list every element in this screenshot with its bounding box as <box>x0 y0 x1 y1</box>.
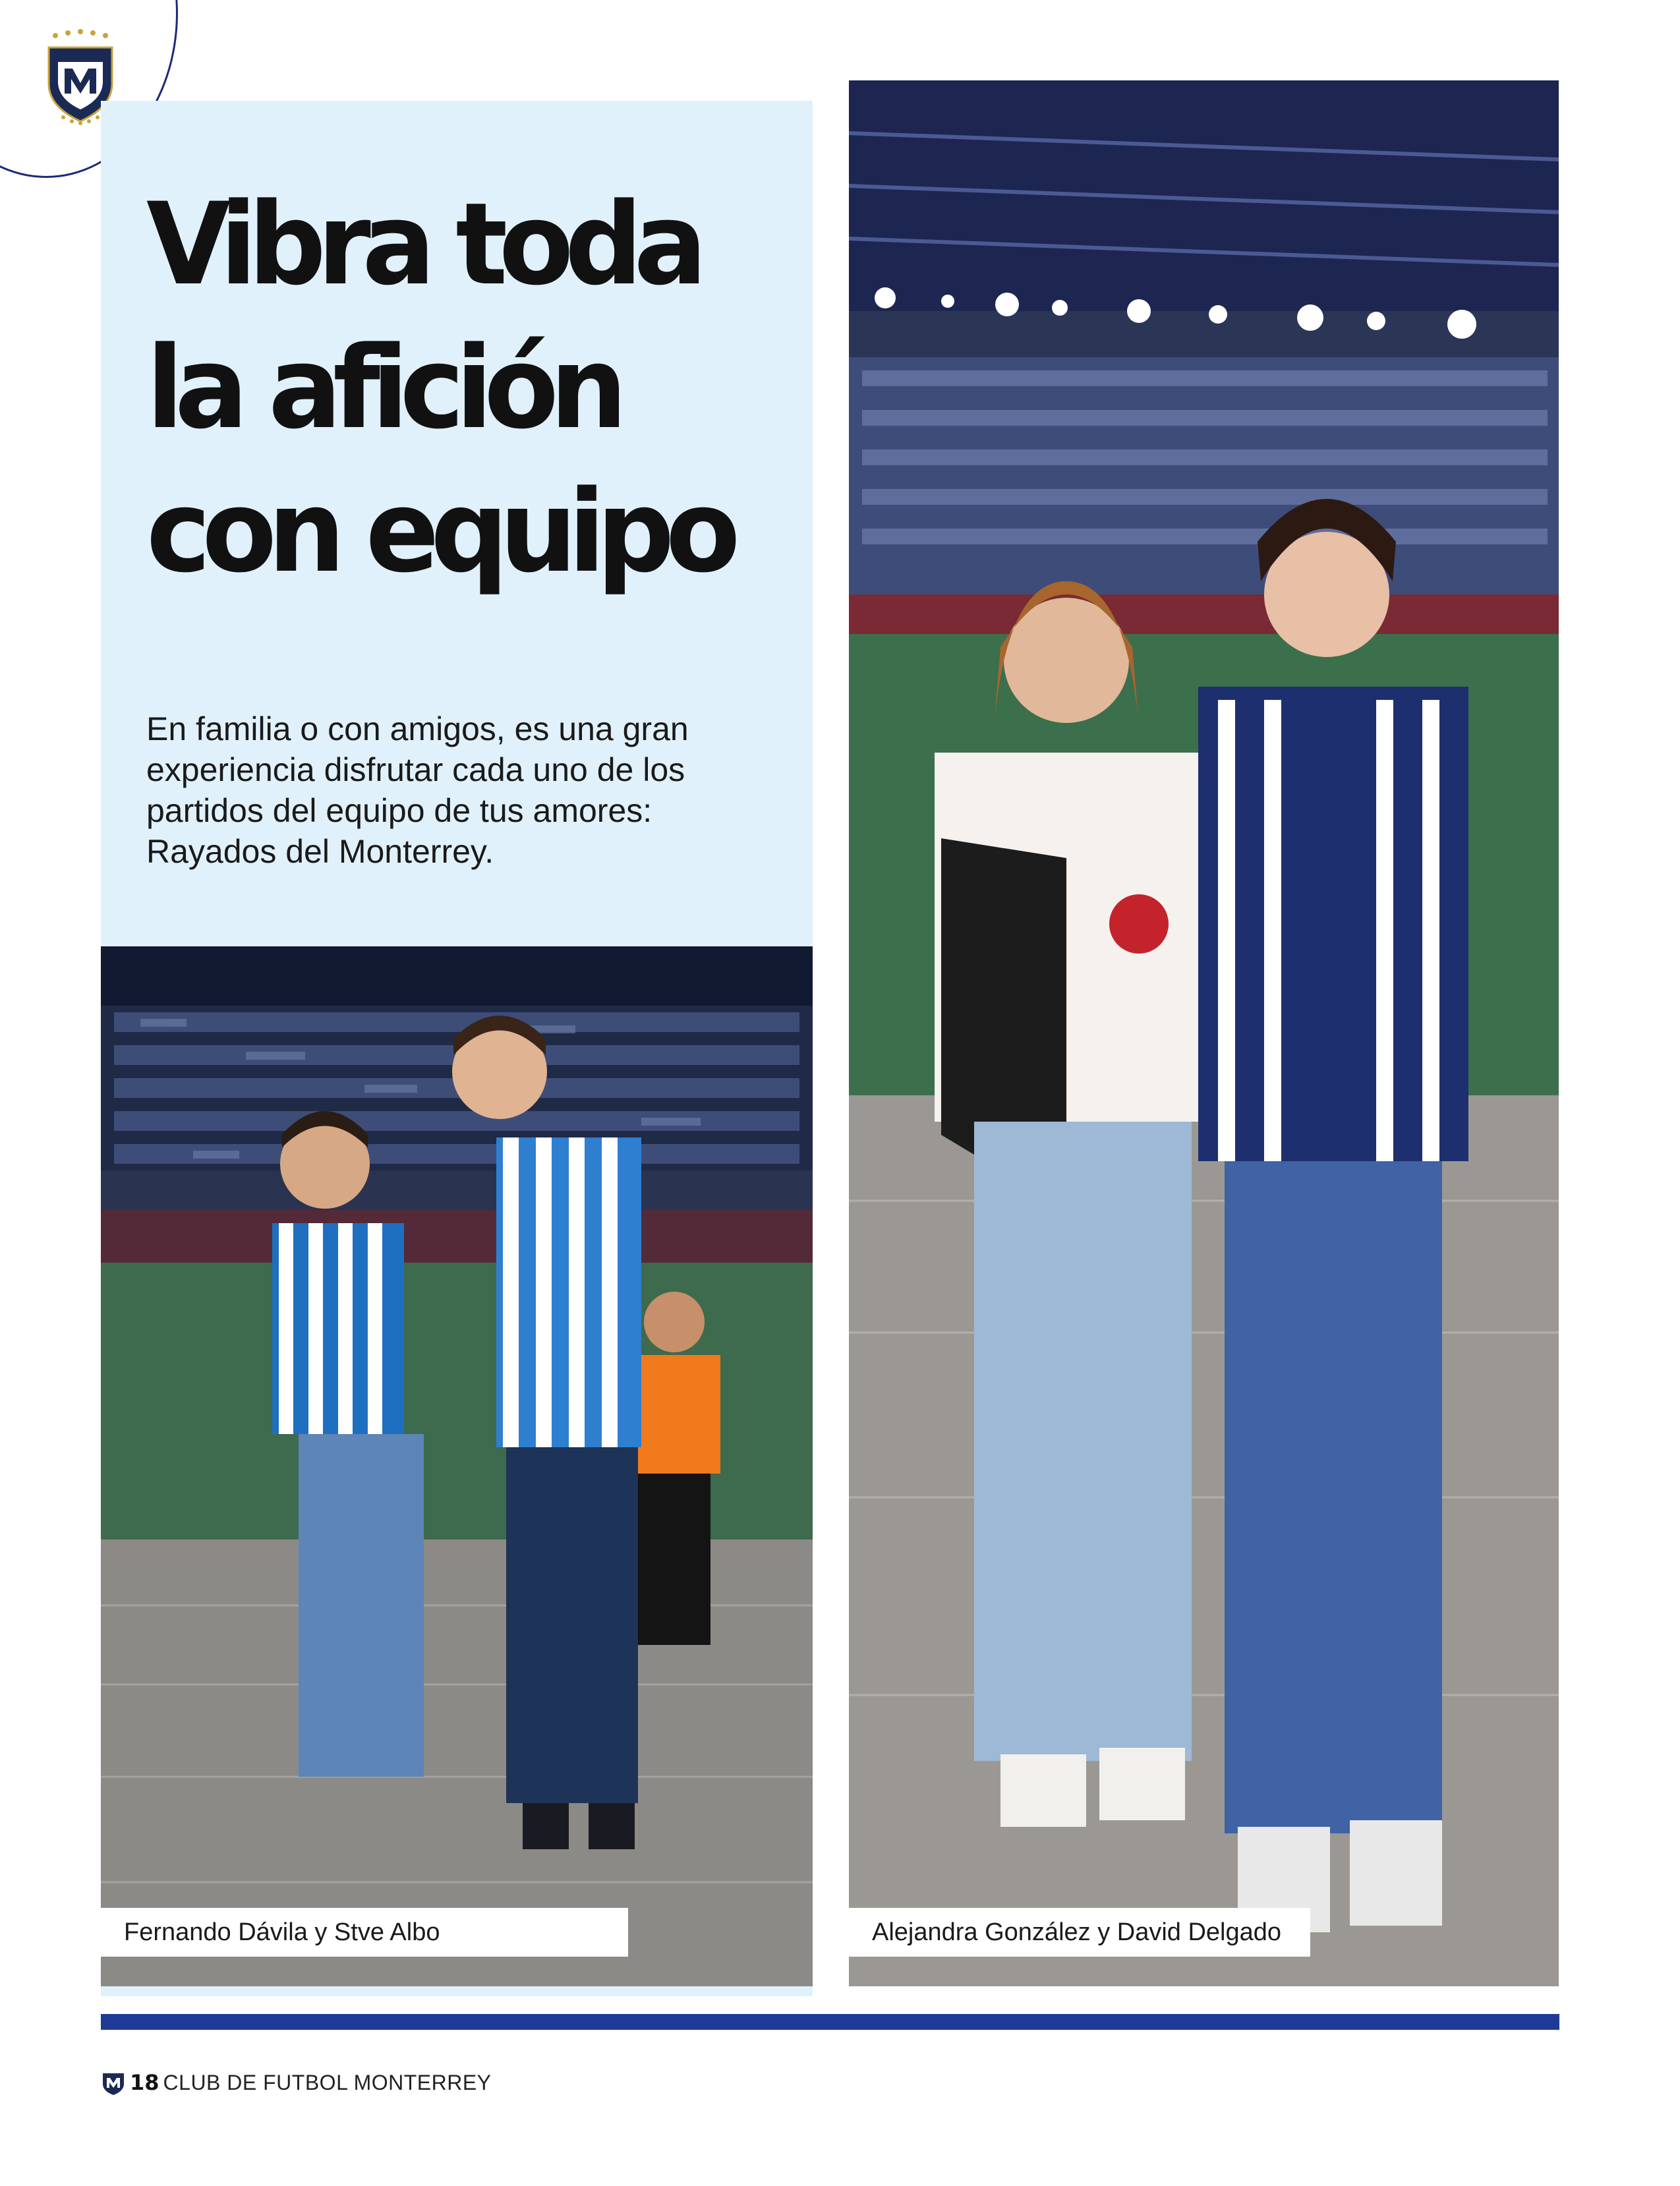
headline-line-3: con equipo <box>146 465 732 598</box>
footer-rule <box>101 2014 1559 2030</box>
page-footer <box>101 2066 492 2099</box>
headline-line-2: la afición <box>146 322 619 454</box>
photo-fans-right <box>849 80 1559 1986</box>
headline-line-1: Vibra toda <box>146 178 699 310</box>
photo-fans-left <box>101 946 813 1986</box>
intro-paragraph: En familia o con amigos, es una gran experiencia disfrutar cada uno de los partidos del equipo de tus amores: Rayados del Monterrey. <box>146 710 689 870</box>
headline <box>146 173 779 604</box>
club-crest-icon <box>101 2069 126 2096</box>
photo-caption-left: Fernando Dávila y Stve Albo <box>101 1908 628 1957</box>
page-number: 18 <box>130 2070 159 2095</box>
photo-caption-right: Alejandra González y David Delgado <box>849 1908 1310 1957</box>
publication-name: CLUB DE FUTBOL MONTERREY <box>163 2070 492 2094</box>
